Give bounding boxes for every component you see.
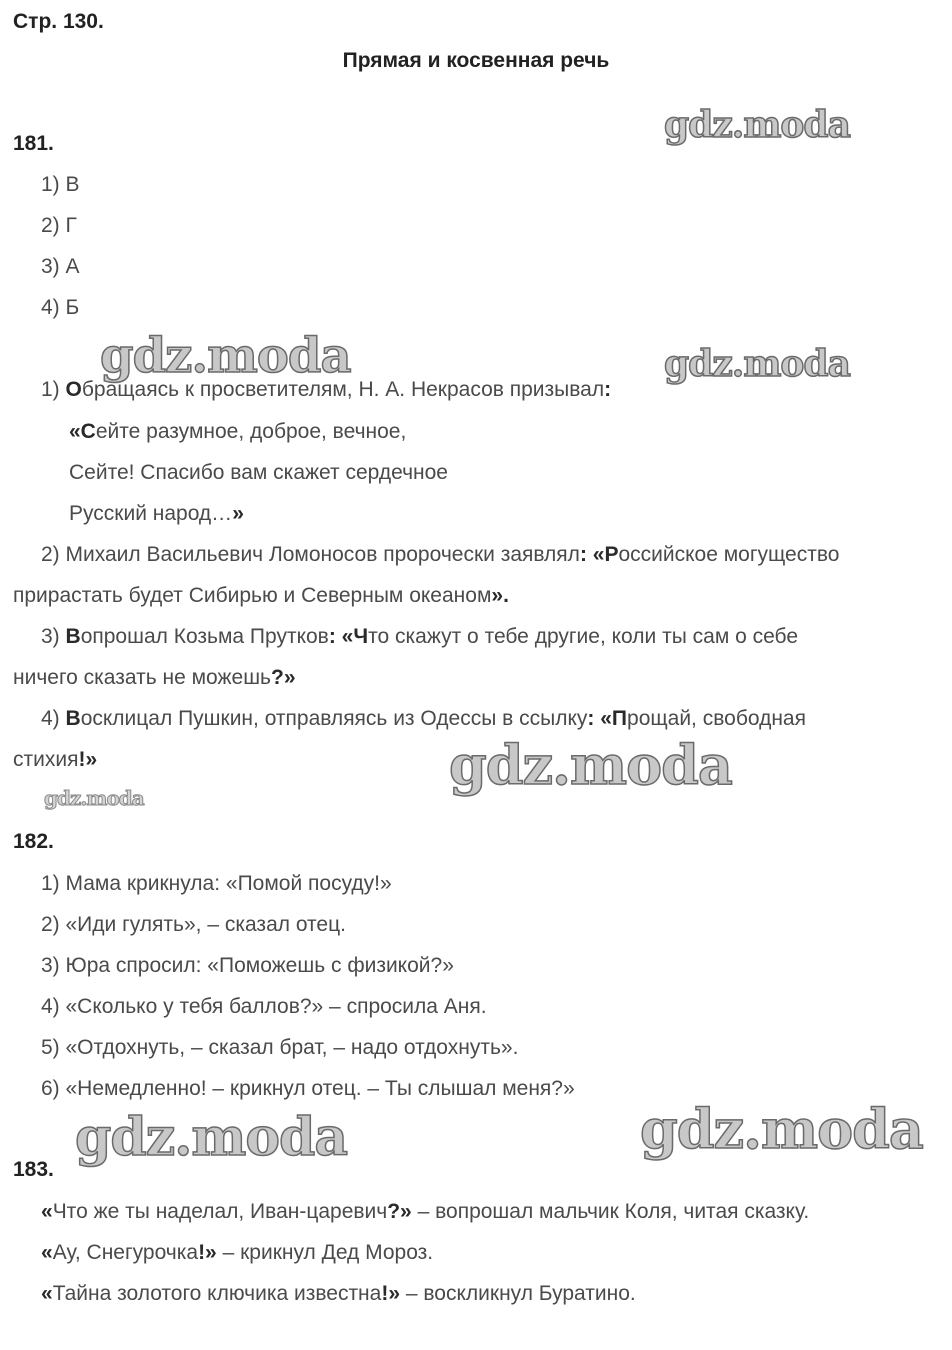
sentence-line: 6) «Немедленно! – крикнул отец. – Ты слышал меня?»: [41, 1077, 575, 1100]
sentence-line: 4) Восклицал Пушкин, отправляясь из Одессы в ссылку: «Прощай, свободная: [41, 707, 806, 730]
quote-line: «Сейте разумное, доброе, вечное,: [69, 420, 407, 443]
sentence-line: «Что же ты наделал, Иван-царевич?» – вопрошал мальчик Коля, читая сказку.: [41, 1200, 810, 1223]
sentence-line: 5) «Отдохнуть, – сказал брат, – надо отдохнуть».: [41, 1036, 519, 1059]
sentence-line: 1) Обращаясь к просветителям, Н. А. Некрасов призывал:: [41, 378, 612, 401]
quote-line: Сейте! Спасибо вам скажет сердечное: [69, 461, 448, 484]
sentence-line: 3) Вопрошал Козьма Прутков: «Что скажут о тебе другие, коли ты сам о себе: [41, 625, 799, 648]
sentence-line: стихия!»: [13, 748, 98, 771]
watermark: gdz.moda: [449, 733, 732, 797]
answer-item: 3) А: [41, 255, 80, 278]
answer-item: 2) Г: [41, 214, 77, 237]
sentence-line: «Ау, Снегурочка!» – крикнул Дед Мороз.: [41, 1241, 434, 1264]
watermark: gdz.moda: [664, 343, 850, 385]
page-number: Стр. 130.: [13, 10, 104, 33]
sentence-line: 2) Михаил Васильевич Ломоносов пророчески заявлял: «Российское могущество: [41, 543, 840, 566]
quote-line: Русский народ…»: [69, 502, 244, 525]
watermark: gdz.moda: [44, 786, 144, 810]
sentence-line: 4) «Сколько у тебя баллов?» – спросила Аня.: [41, 995, 487, 1018]
section-title: Прямая и косвенная речь: [342, 49, 610, 72]
watermark: gdz.moda: [664, 104, 850, 146]
exercise-number: 181.: [13, 132, 54, 155]
answer-item: 1) В: [41, 173, 80, 196]
sentence-line: прирастать будет Сибирью и Северным океаном».: [13, 584, 509, 607]
watermark: gdz.moda: [640, 1097, 923, 1161]
exercise-number: 182.: [13, 830, 54, 853]
watermark: gdz.moda: [75, 1107, 348, 1168]
exercise-number: 183.: [13, 1158, 54, 1181]
sentence-line: ничего сказать не можешь?»: [13, 666, 296, 689]
watermark: gdz.moda: [100, 328, 351, 384]
sentence-line: «Тайна золотого ключика известна!» – воскликнул Буратино.: [41, 1282, 636, 1305]
sentence-line: 1) Мама крикнула: «Помой посуду!»: [41, 872, 392, 895]
sentence-line: 2) «Иди гулять», – сказал отец.: [41, 913, 346, 936]
answer-item: 4) Б: [41, 296, 80, 319]
sentence-line: 3) Юра спросил: «Поможешь с физикой?»: [41, 954, 454, 977]
